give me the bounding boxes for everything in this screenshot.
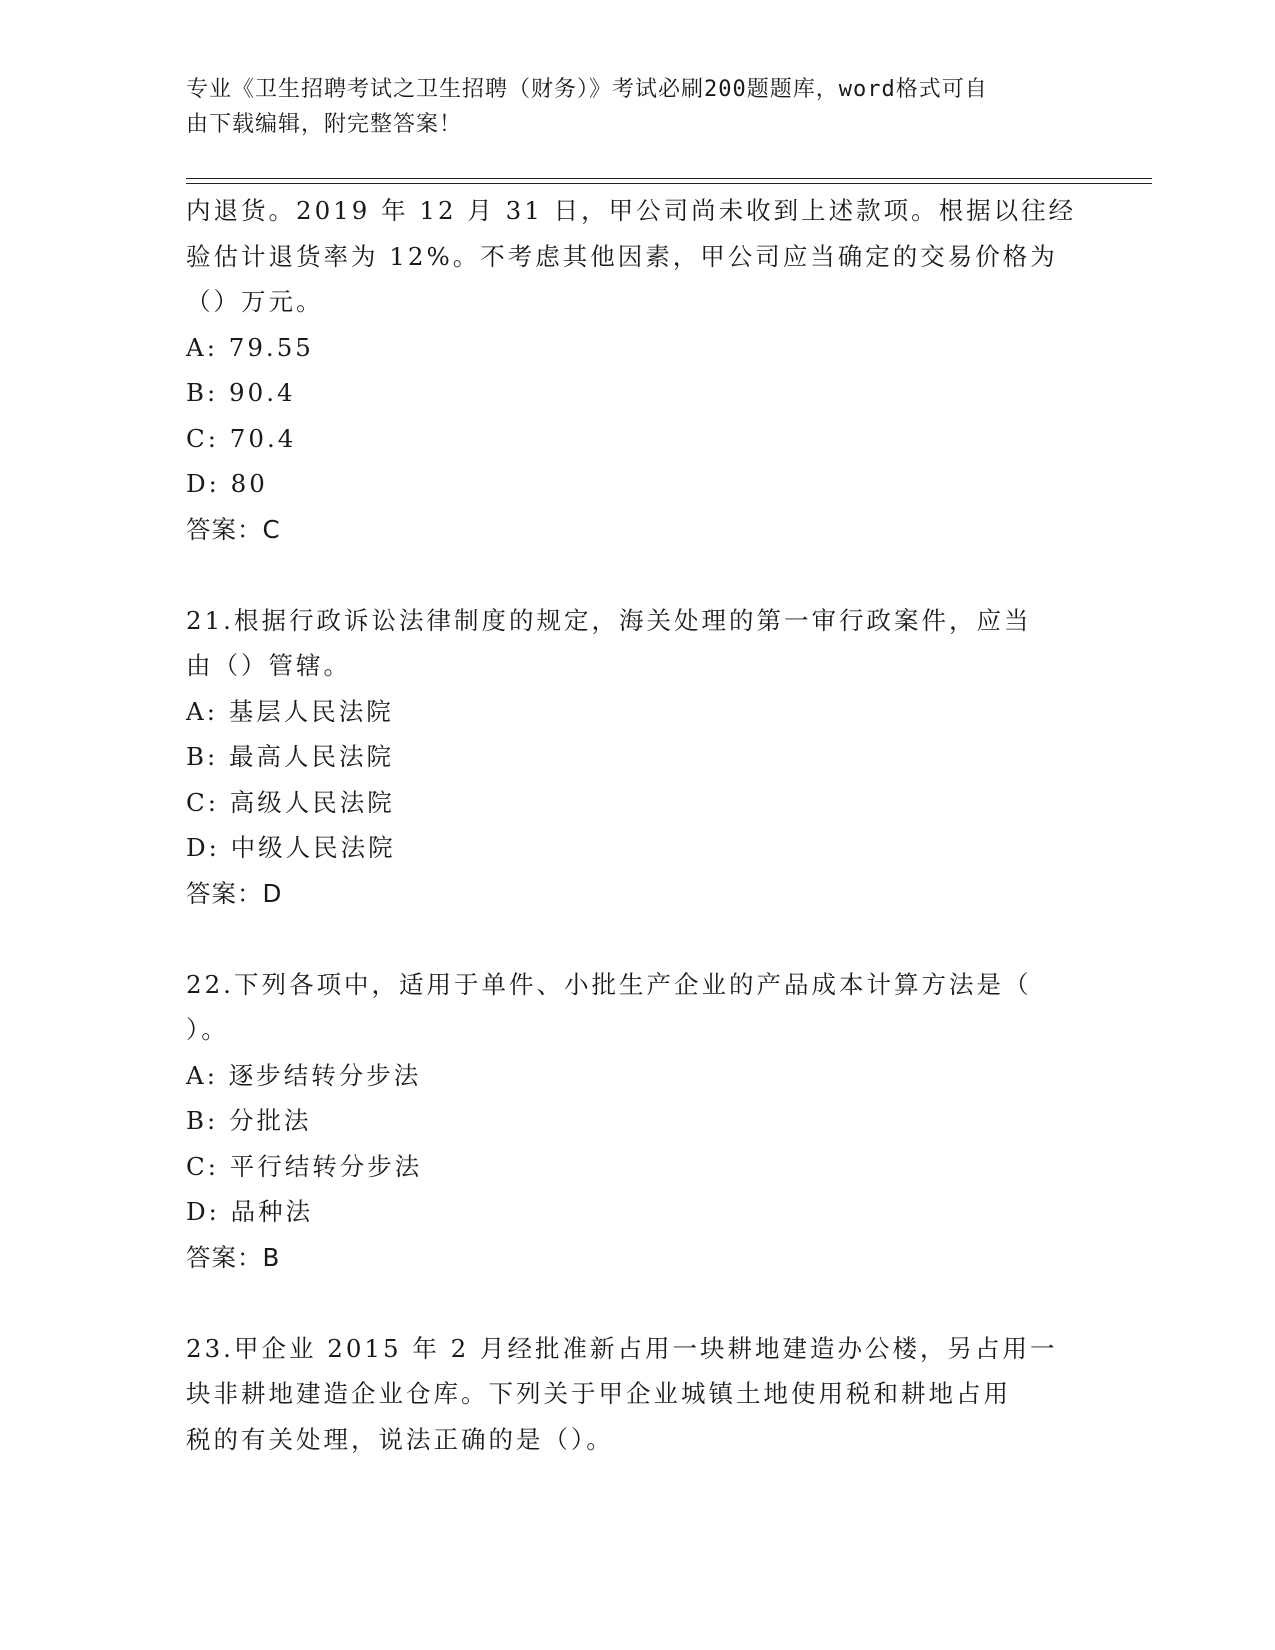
question-text-line: 块非耕地建造企业仓库。下列关于甲企业城镇土地使用税和耕地占用 <box>186 1379 1011 1408</box>
header-line-1: 专业《卫生招聘考试之卫生招聘（财务）》考试必刷200题题库，word格式可自 <box>186 77 988 102</box>
question-text-line: 验估计退货率为 12%。不考虑其他因素，甲公司应当确定的交易价格为 <box>186 241 1058 271</box>
answer-line: 答案：D <box>186 878 283 908</box>
answer-line: 答案：C <box>186 514 281 544</box>
spacer <box>186 552 1086 598</box>
option-b: B: 最高人民法院 <box>186 742 395 771</box>
question-text-line: 由（）管辖。 <box>186 651 351 680</box>
document-header <box>186 72 1066 142</box>
option-b: B: 分批法 <box>186 1106 312 1135</box>
question-text-line: ）。 <box>186 1015 229 1044</box>
question-text-line: 税的有关处理，说法正确的是（）。 <box>186 1424 614 1454</box>
question-23 <box>186 1326 1086 1463</box>
option-a: A: 79.55 <box>186 332 314 362</box>
question-text-line: 内退货。2019 年 12 月 31 日，甲公司尚未收到上述款项。根据以往经 <box>186 196 1077 225</box>
option-a: A: 基层人民法院 <box>186 696 394 726</box>
option-c: C: 平行结转分步法 <box>186 1151 423 1181</box>
question-text-line: （）万元。 <box>186 287 324 316</box>
option-d: D: 中级人民法院 <box>186 833 396 862</box>
question-text-line: 22.下列各项中，适用于单件、小批生产企业的产品成本计算方法是（ <box>186 969 1032 999</box>
header-divider-top <box>186 178 1152 179</box>
question-20 <box>186 188 1086 552</box>
option-d: D: 品种法 <box>186 1197 314 1226</box>
document-body <box>186 188 1086 1462</box>
answer-line: 答案：B <box>186 1242 281 1272</box>
header-divider-bottom <box>186 183 1152 184</box>
header-line-2: 由下载编辑，附完整答案！ <box>186 112 463 137</box>
option-d: D: 80 <box>186 469 268 498</box>
question-21 <box>186 598 1086 917</box>
option-c: C: 高级人民法院 <box>186 787 395 817</box>
option-a: A: 逐步结转分步法 <box>186 1060 422 1090</box>
option-b: B: 90.4 <box>186 378 296 407</box>
spacer <box>186 916 1086 962</box>
option-c: C: 70.4 <box>186 423 297 453</box>
spacer <box>186 1280 1086 1326</box>
question-22 <box>186 962 1086 1281</box>
question-text-line: 21.根据行政诉讼法律制度的规定，海关处理的第一审行政案件，应当 <box>186 605 1032 635</box>
question-text-line: 23.甲企业 2015 年 2 月经批准新占用一块耕地建造办公楼，另占用一 <box>186 1333 1058 1363</box>
